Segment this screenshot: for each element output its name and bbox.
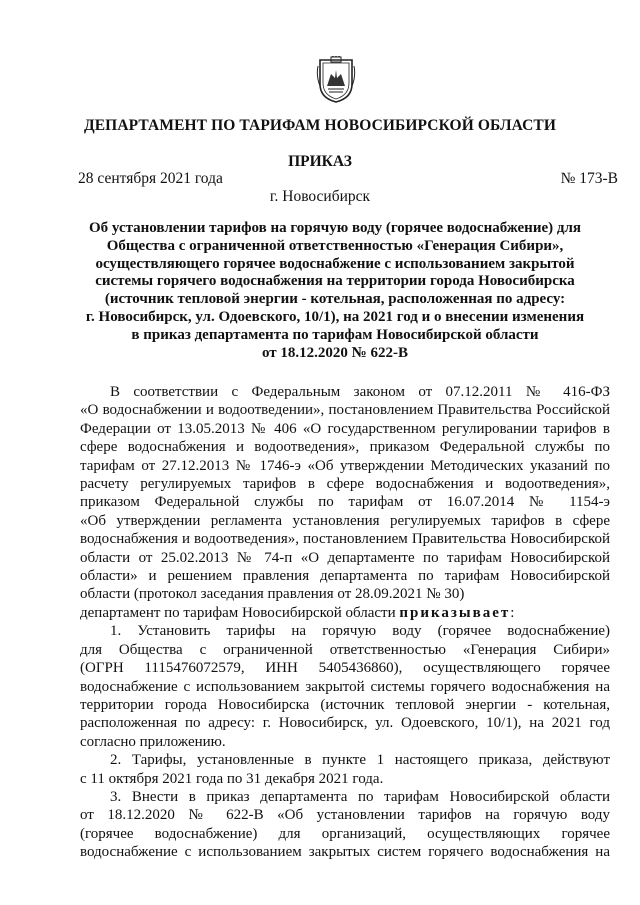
body-line: сфере водоснабжения и водоотведения», приказом Федеральной службы по (80, 439, 610, 456)
coat-of-arms-icon (316, 56, 356, 104)
subject-line: Об установлении тарифов на горячую воду (горячее водоснабжение) для (89, 220, 581, 236)
order-date: 28 сентября 2021 года (78, 170, 223, 187)
body-line: с 11 октября 2021 года по 31 декабря 2021 года. (80, 770, 384, 787)
body-line: области» и решением правления департамента по тарифам Новосибирской (80, 568, 610, 585)
body-line: расположенная по адресу: г. Новосибирск, ул. Одоевского, 10/1), на 2021 год (80, 715, 610, 732)
body-line: согласно приложению. (80, 733, 226, 750)
body-line: В соответствии с Федеральным законом от 07.12.2011 № 416-ФЗ (110, 384, 610, 400)
body-line: водоснабжение с использованием закрытой системы горячего водоснабжения на (80, 678, 610, 695)
subject-line: системы горячего водоснабжения на территории города Новосибирска (95, 273, 575, 290)
body-line: приказом Федеральной службы по тарифам от 16.07.2014 № 1154-э (80, 494, 610, 511)
resolves-suffix: : (510, 604, 515, 621)
order-number: № 173-В (560, 170, 618, 187)
resolves-prefix: департамент по тарифам Новосибирской области (80, 604, 400, 621)
order-subject (70, 220, 600, 362)
resolves-keyword: приказывает (399, 604, 511, 621)
body-line: расчету регулируемых тарифов в сфере водоснабжения и водоотведения», (80, 476, 610, 493)
preamble (80, 383, 610, 604)
subject-line: в приказ департамента по тарифам Новосибирской области (131, 326, 539, 343)
body-line: для Общества с ограниченной ответственностью «Генерация Сибири» (80, 641, 610, 658)
body-line: области (протокол заседания правления от 28.09.2021 № 30) (80, 586, 465, 603)
body-line: водоснабжения и водоотведения», постановлением Правительства Новосибирской (80, 531, 610, 548)
item-2 (80, 751, 610, 788)
body-line: Федерации от 13.05.2013 № 406 «О государственном регулировании тарифов в (80, 420, 610, 437)
body-line: водоснабжение с использованием закрытых систем горячего водоснабжения на (80, 844, 610, 861)
body-line: (ОГРН 1115476072579, ИНН 5405436860), осуществляющего горячее (80, 660, 610, 677)
item-3 (80, 788, 610, 862)
body-line: тарифам от 27.12.2013 № 1746-э «Об утверждении Методических указаний по (80, 457, 610, 474)
body-line: территории города Новосибирска (источник тепловой энергии - котельная, (80, 696, 610, 713)
subject-line: (источник тепловой энергии - котельная, расположенная по адресу: (104, 291, 566, 308)
body-line: 3. Внести в приказ департамента по тарифам Новосибирской области (110, 788, 610, 805)
body-line: от 18.12.2020 № 622-В «Об установлении тарифов на горячую воду (80, 807, 610, 824)
body-line: 1. Установить тарифы на горячую воду (горячее водоснабжение) (110, 623, 610, 640)
subject-line: г. Новосибирск, ул. Одоевского, 10/1), на 2021 год и о внесении изменения (85, 308, 585, 325)
resolves-line (80, 604, 610, 622)
body-line: (горячее водоснабжение) для организаций, осуществляющих горячее (80, 825, 610, 842)
subject-line: Общества с ограниченной ответственностью «Генерация Сибири», (106, 237, 564, 254)
department-name: ДЕПАРТАМЕНТ ПО ТАРИФАМ НОВОСИБИРСКОЙ ОБЛАСТИ (83, 117, 557, 134)
body-line: «Об утверждении регламента установления регулируемых тарифов в сфере (80, 512, 610, 529)
subject-line: осуществляющего горячее водоснабжение с использованием закрытой (95, 255, 575, 272)
order-body (80, 383, 610, 862)
order-city: г. Новосибирск (269, 188, 371, 205)
body-line: «О водоснабжении и водоотведении», постановлением Правительства Российской (80, 402, 610, 419)
subject-line: от 18.12.2020 № 622-В (262, 344, 408, 361)
body-line: области от 25.02.2013 № 74-п «О департаменте по тарифам Новосибирской (80, 549, 610, 566)
order-title: ПРИКАЗ (288, 153, 352, 170)
item-1 (80, 622, 610, 751)
body-line: 2. Тарифы, установленные в пункте 1 настоящего приказа, действуют (110, 752, 610, 769)
